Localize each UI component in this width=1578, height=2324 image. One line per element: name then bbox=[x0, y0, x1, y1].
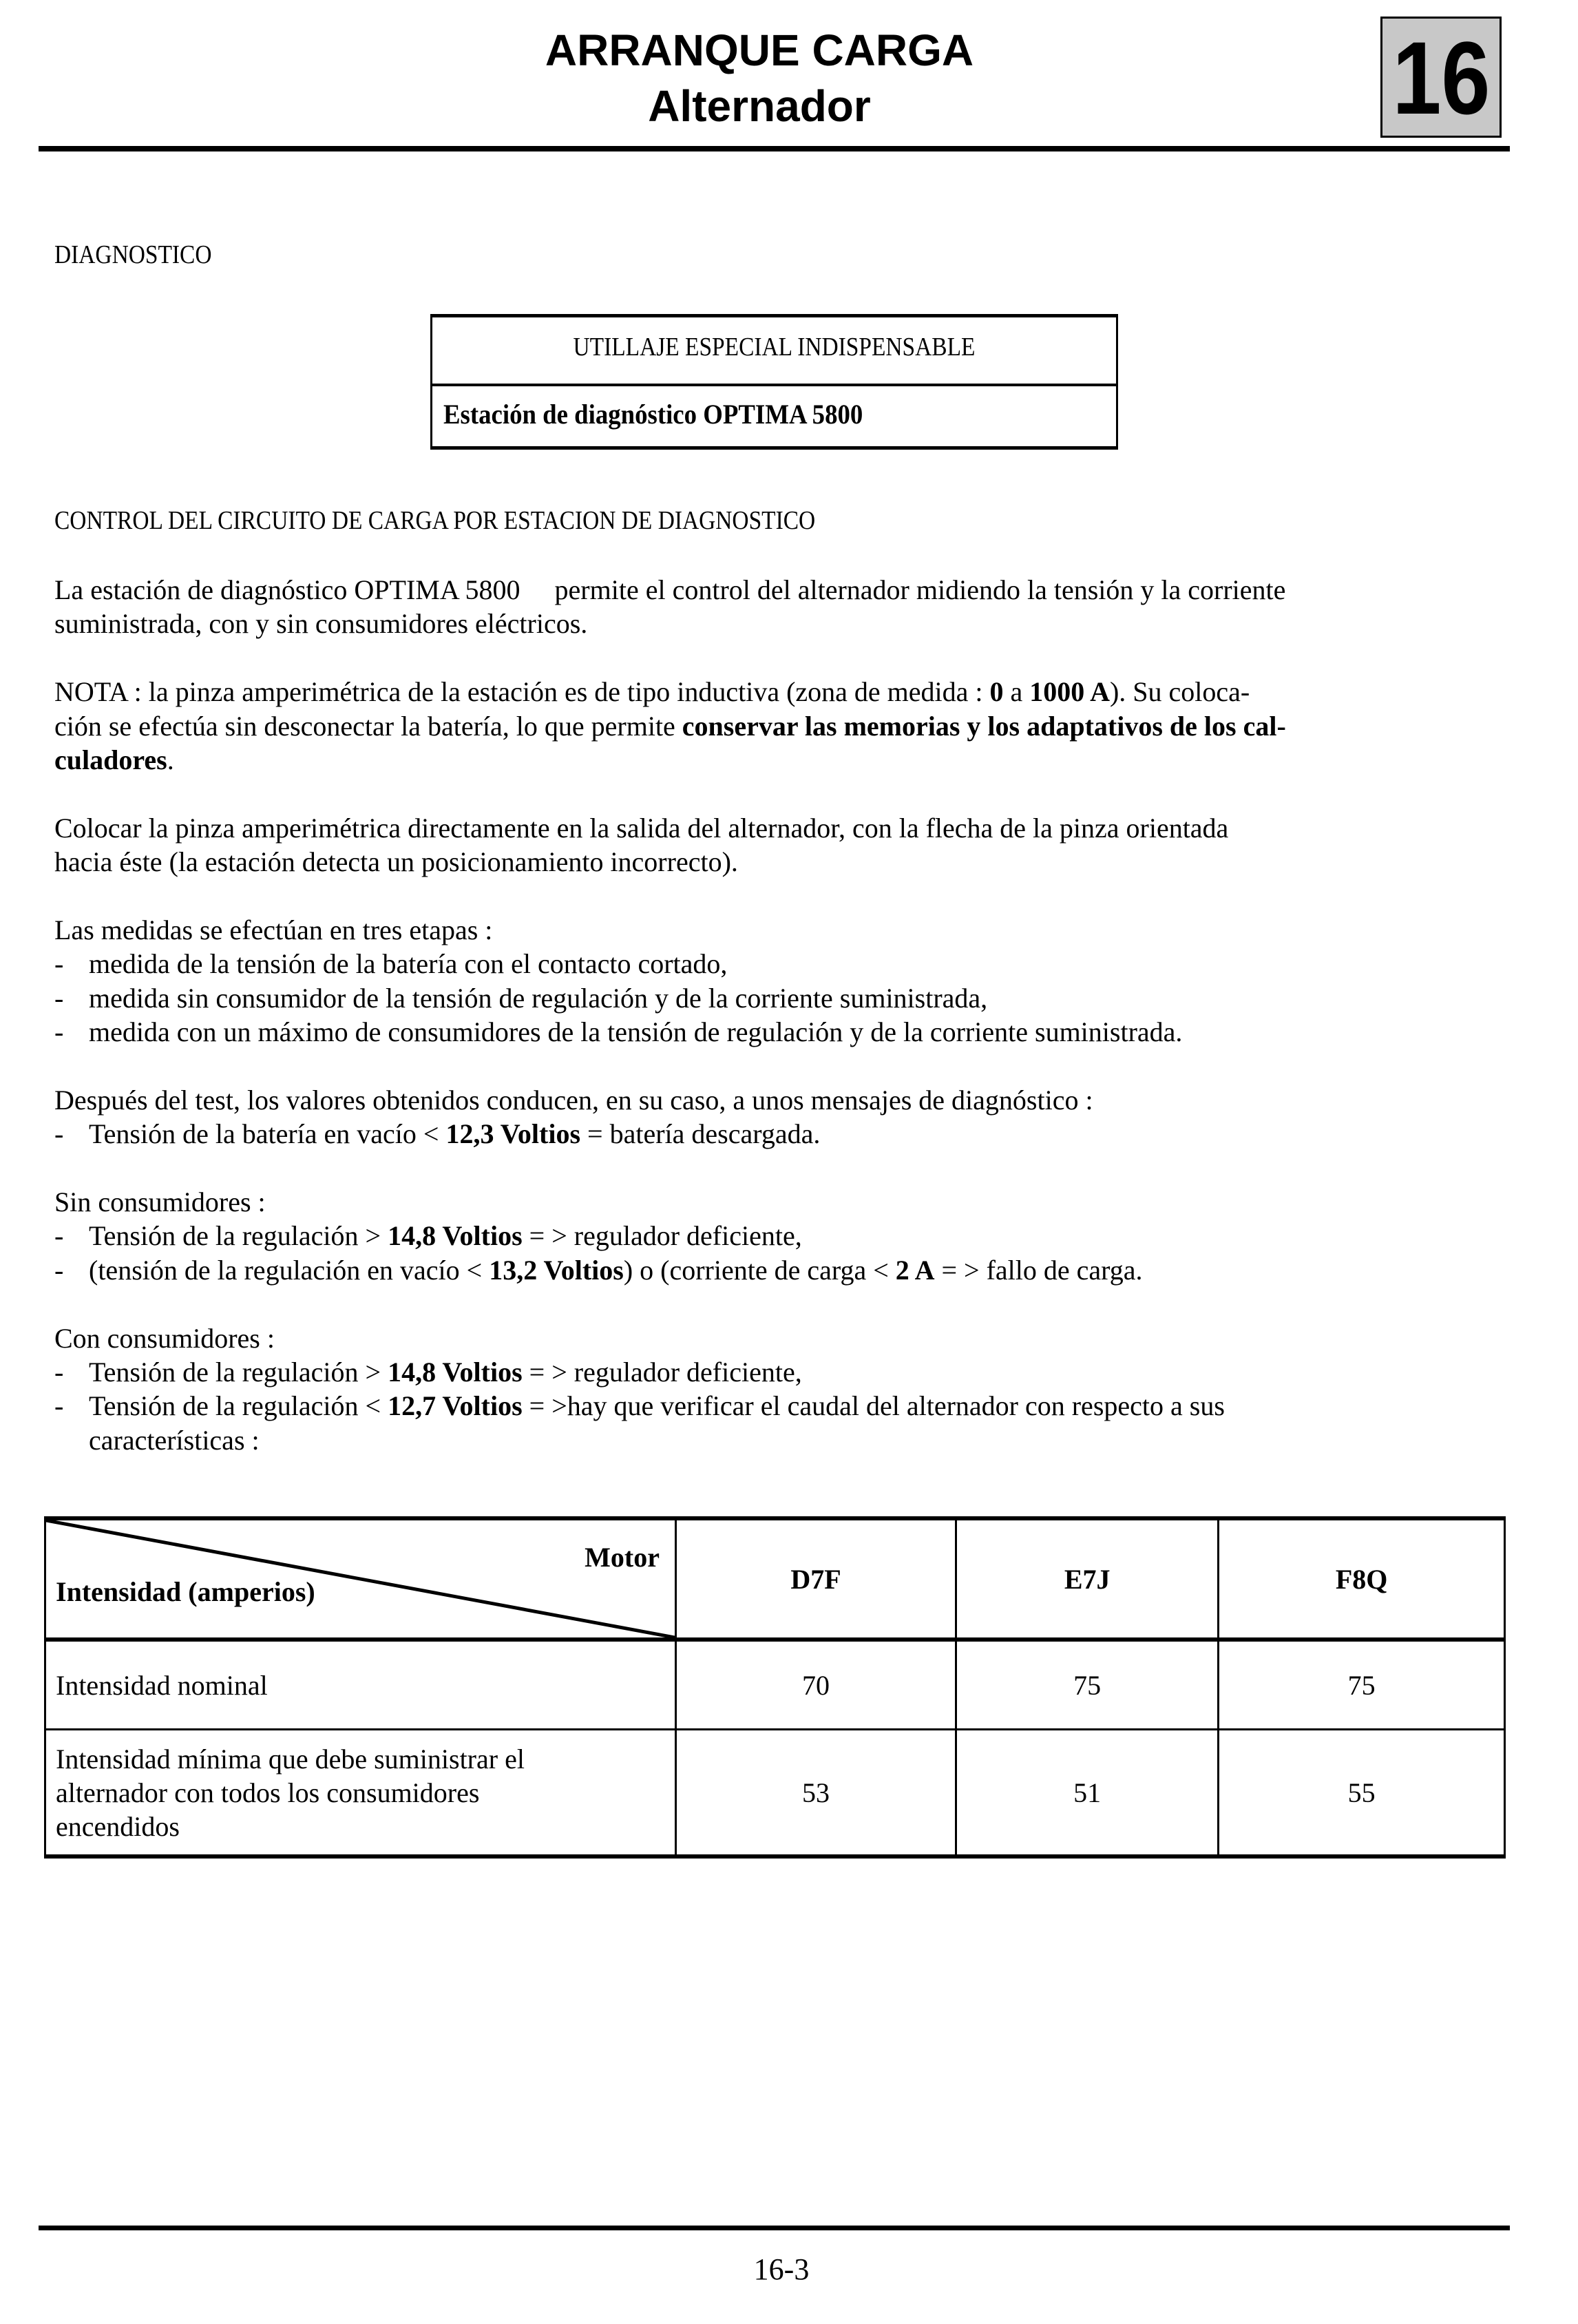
line-text bbox=[54, 1085, 1093, 1116]
special-tooling-box bbox=[430, 314, 1118, 450]
text-line bbox=[54, 675, 1286, 709]
line-text bbox=[54, 1186, 266, 1217]
text-segment: Con consumidores : bbox=[54, 1322, 275, 1354]
text-line bbox=[54, 607, 1286, 640]
chapter-number: 16 bbox=[1392, 20, 1490, 136]
line-text bbox=[89, 1253, 1143, 1287]
bullet-line bbox=[54, 1355, 1286, 1389]
alternator-current-table bbox=[44, 1516, 1506, 1854]
column-header: F8Q bbox=[1219, 1518, 1505, 1640]
table-row bbox=[45, 1640, 1505, 1730]
text-line bbox=[54, 1423, 1286, 1457]
table-cell: 53 bbox=[676, 1730, 956, 1857]
text-segment: Sin consumidores : bbox=[54, 1186, 266, 1218]
text-segment: La estación de diagnóstico OPTIMA 5800 permite el control del alternador midiendo la tensión y la corriente bbox=[54, 574, 1286, 605]
bold-text: 1000 A bbox=[1029, 676, 1110, 708]
bullet-dash: - bbox=[54, 1220, 64, 1252]
bullet-line bbox=[54, 947, 1286, 981]
text-segment: Tensión de la regulación > bbox=[89, 1356, 388, 1388]
corner-label-intensidad: Intensidad (amperios) bbox=[56, 1576, 315, 1607]
text-line bbox=[54, 743, 1286, 777]
corner-cell bbox=[45, 1518, 676, 1640]
text-line bbox=[54, 573, 1286, 607]
text-segment: características : bbox=[89, 1424, 260, 1456]
bold-text: culadores bbox=[54, 744, 167, 775]
text-segment: = > fallo de carga. bbox=[934, 1254, 1143, 1286]
text-segment: = > regulador deficiente, bbox=[522, 1356, 802, 1388]
text-line bbox=[54, 709, 1286, 743]
line-text bbox=[89, 981, 987, 1015]
chapter-badge bbox=[1380, 17, 1502, 138]
text-segment: . bbox=[167, 744, 174, 775]
row-label: Intensidad nominal bbox=[45, 1640, 676, 1730]
text-segment: Después del test, los valores obtenidos conducen, en su caso, a unos mensajes de diagnóstico : bbox=[54, 1084, 1093, 1116]
table-cell: 75 bbox=[1219, 1640, 1505, 1730]
text-segment: = batería descargada. bbox=[580, 1118, 821, 1150]
line-text bbox=[54, 574, 1285, 605]
blank-line bbox=[54, 777, 1286, 810]
text-segment: Tensión de la regulación > bbox=[89, 1220, 388, 1252]
text-line bbox=[54, 913, 1286, 947]
bullet-dash: - bbox=[54, 948, 64, 980]
text-line bbox=[54, 1185, 1286, 1219]
text-segment: ). Su coloca- bbox=[1109, 676, 1250, 708]
text-line bbox=[54, 845, 1286, 879]
column-header: D7F bbox=[676, 1518, 956, 1640]
text-line bbox=[54, 1083, 1286, 1117]
text-segment: Colocar la pinza amperimétrica directamente en la salida del alternador, con la flecha de la pinza orientada bbox=[54, 812, 1229, 844]
page-number: 16-3 bbox=[753, 2252, 810, 2286]
text-segment: Tensión de la regulación < bbox=[89, 1390, 388, 1422]
bold-text: 14,8 Voltios bbox=[388, 1220, 523, 1252]
line-text bbox=[89, 947, 727, 981]
table-cell: 51 bbox=[956, 1730, 1219, 1857]
page-subtitle: Alternador bbox=[648, 81, 871, 131]
blank-line bbox=[54, 1049, 1286, 1082]
line-text bbox=[54, 914, 492, 945]
text-segment: hacia éste (la estación detecta un posicionamiento incorrecto). bbox=[54, 846, 738, 878]
line-text bbox=[54, 846, 738, 877]
bullet-line bbox=[54, 1253, 1286, 1287]
bullet-line bbox=[54, 981, 1286, 1015]
text-segment: ción se efectúa sin desconectar la batería, lo que permite bbox=[54, 710, 682, 742]
text-segment: ) o (corriente de carga < bbox=[623, 1254, 896, 1286]
line-text bbox=[89, 1219, 802, 1253]
line-text bbox=[54, 676, 1250, 707]
table-cell: 70 bbox=[676, 1640, 956, 1730]
table-cell: 75 bbox=[956, 1640, 1219, 1730]
line-text bbox=[89, 1117, 820, 1151]
row-label bbox=[45, 1730, 676, 1857]
section-heading-diagnostico: DIAGNOSTICO bbox=[54, 240, 212, 269]
line-text bbox=[89, 1423, 260, 1457]
text-segment: = >hay que verificar el caudal del alternador con respecto a sus bbox=[522, 1390, 1225, 1422]
row-label-line: alternador con todos los consumidores bbox=[56, 1777, 480, 1808]
line-text bbox=[89, 1355, 802, 1389]
text-segment: Tensión de la batería en vacío < bbox=[89, 1118, 446, 1150]
text-segment: Las medidas se efectúan en tres etapas : bbox=[54, 914, 493, 945]
line-text bbox=[54, 1323, 275, 1354]
blank-line bbox=[54, 641, 1286, 675]
bullet-dash: - bbox=[54, 982, 64, 1014]
blank-line bbox=[54, 879, 1286, 913]
text-segment: = > regulador deficiente, bbox=[522, 1220, 802, 1252]
bullet-dash: - bbox=[54, 1254, 64, 1286]
blank-line bbox=[54, 1287, 1286, 1321]
text-segment: medida con un máximo de consumidores de la tensión de regulación y de la corriente suministrada. bbox=[89, 1016, 1183, 1048]
text-segment: (tensión de la regulación en vacío < bbox=[89, 1254, 490, 1286]
column-header: E7J bbox=[956, 1518, 1219, 1640]
bullet-dash: - bbox=[54, 1016, 64, 1048]
text-segment: medida de la tensión de la batería con el contacto cortado, bbox=[89, 948, 728, 980]
bold-text: 2 A bbox=[895, 1254, 935, 1286]
header-rule bbox=[39, 146, 1510, 151]
line-text bbox=[89, 1389, 1225, 1423]
table-cell: 55 bbox=[1219, 1730, 1505, 1857]
row-label-line: encendidos bbox=[56, 1810, 180, 1842]
row-label-line: Intensidad mínima que debe suministrar el bbox=[56, 1743, 525, 1775]
blank-line bbox=[54, 1151, 1286, 1185]
line-text bbox=[54, 744, 174, 775]
text-segment: a bbox=[1003, 676, 1030, 708]
bullet-line bbox=[54, 1389, 1286, 1423]
line-text bbox=[54, 813, 1228, 844]
bold-text: 13,2 Voltios bbox=[489, 1254, 624, 1286]
bullet-line bbox=[54, 1219, 1286, 1253]
text-segment: medida sin consumidor de la tensión de regulación y de la corriente suministrada, bbox=[89, 982, 988, 1014]
bullet-dash: - bbox=[54, 1390, 64, 1422]
corner-label-motor: Motor bbox=[585, 1542, 660, 1573]
line-text bbox=[54, 608, 587, 639]
bullet-line bbox=[54, 1015, 1286, 1049]
text-segment: suministrada, con y sin consumidores eléctricos. bbox=[54, 608, 588, 640]
text-line bbox=[54, 811, 1286, 845]
line-text bbox=[54, 711, 1286, 742]
bold-text: 12,3 Voltios bbox=[445, 1118, 581, 1150]
body-text bbox=[54, 573, 1286, 1457]
text-segment: NOTA : la pinza amperimétrica de la estación es de tipo inductiva (zona de medida : bbox=[54, 676, 990, 708]
table-row bbox=[45, 1730, 1505, 1857]
divider bbox=[432, 384, 1116, 386]
bullet-line bbox=[54, 1117, 1286, 1151]
section-heading-control: CONTROL DEL CIRCUITO DE CARGA POR ESTACION DE DIAGNOSTICO bbox=[54, 506, 816, 535]
bold-text: 12,7 Voltios bbox=[388, 1390, 523, 1422]
bullet-dash: - bbox=[54, 1118, 64, 1150]
bold-text: 14,8 Voltios bbox=[388, 1356, 523, 1388]
bullet-dash: - bbox=[54, 1356, 64, 1388]
tooling-heading: UTILLAJE ESPECIAL INDISPENSABLE bbox=[573, 333, 976, 362]
tooling-item: Estación de diagnóstico OPTIMA 5800 bbox=[443, 399, 863, 430]
table-header-row bbox=[45, 1518, 1505, 1640]
page-title: ARRANQUE CARGA bbox=[545, 25, 974, 75]
footer-rule bbox=[39, 2226, 1510, 2230]
text-line bbox=[54, 1321, 1286, 1355]
bold-text: 0 bbox=[989, 676, 1004, 708]
line-text bbox=[89, 1015, 1182, 1049]
bold-text: conservar las memorias y los adaptativos de los cal- bbox=[682, 710, 1286, 742]
